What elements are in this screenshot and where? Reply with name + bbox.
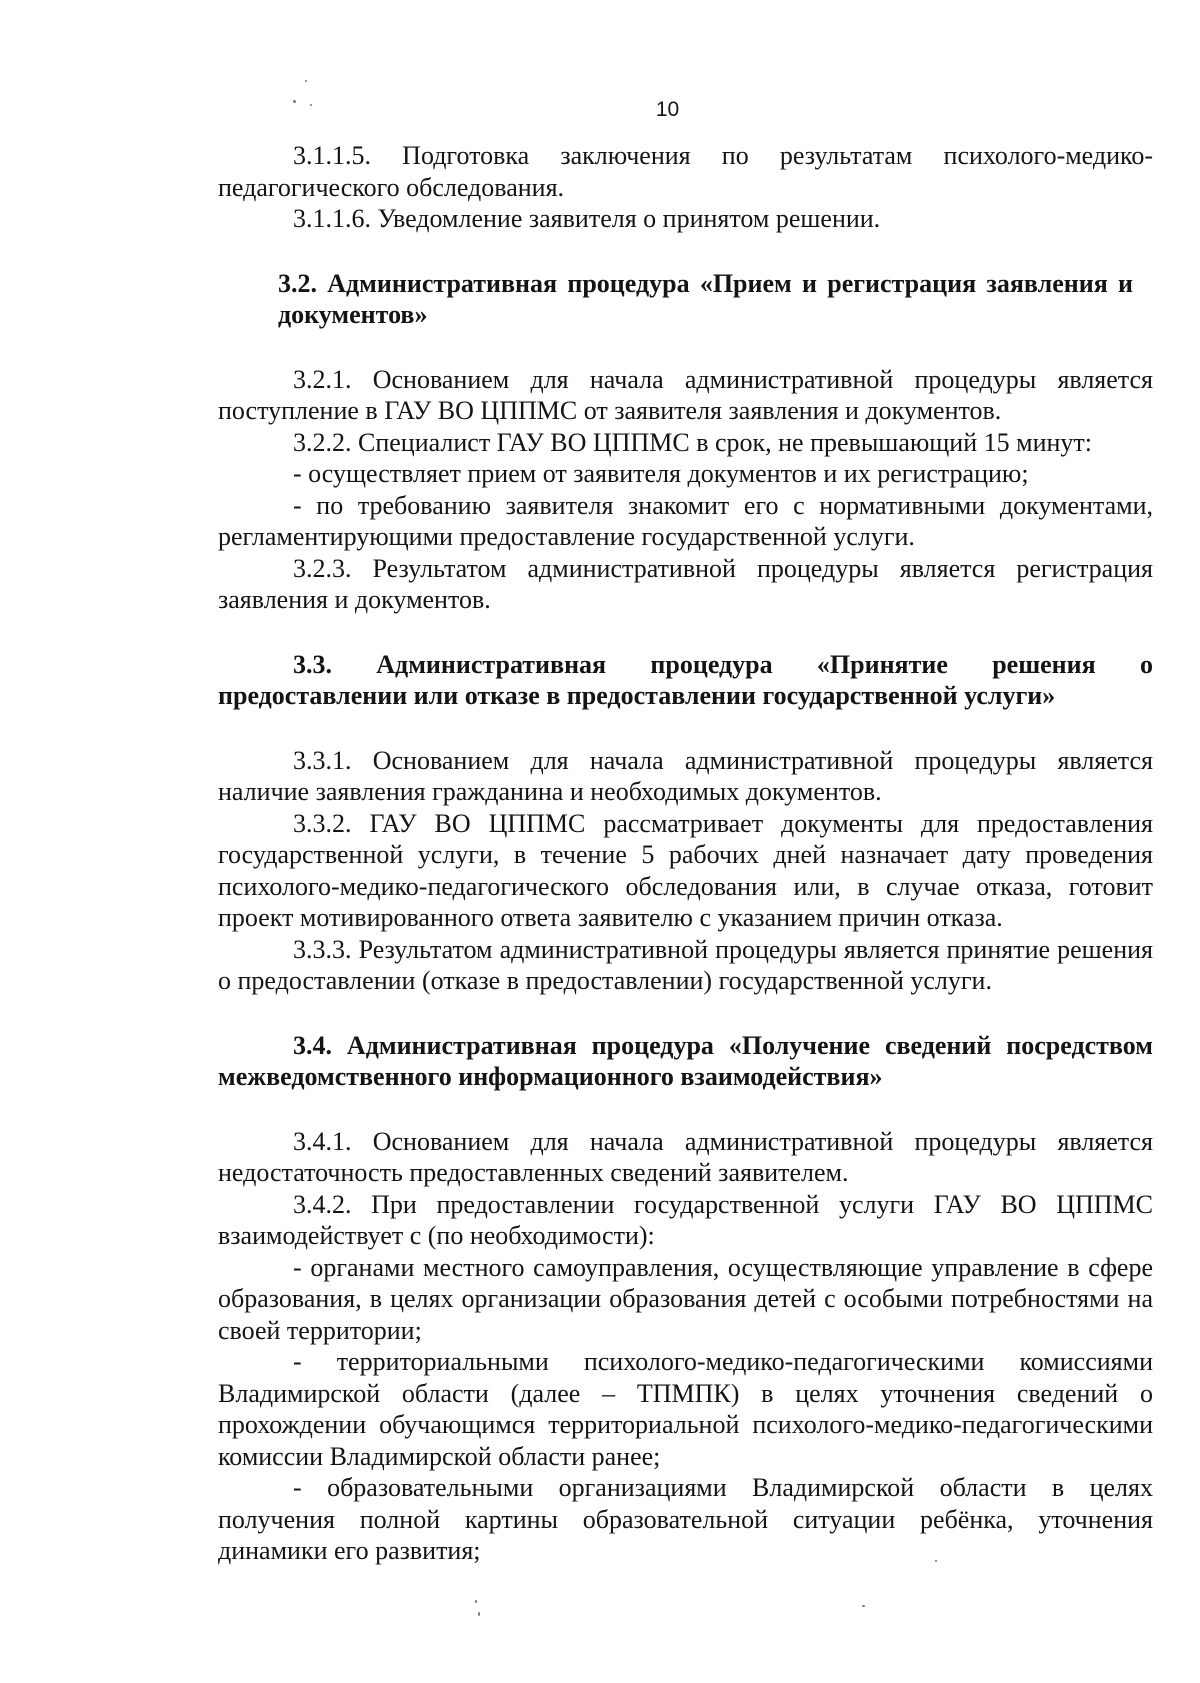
paragraph-3-4-2-item-2: - территориальными психолого-медико-педагогическими комиссиями Владимирской области (далее – ТПМПК) в целях уточнения сведений о прохождении обучающимся территориальной психолого-медико-педагогическими комиссии Владимирской области ранее; bbox=[218, 1347, 1153, 1471]
section-heading-3-2: 3.2. Административная процедура «Прием и регистрация заявления и документов» bbox=[278, 268, 1133, 329]
scan-speck bbox=[310, 104, 312, 106]
paragraph-3-2-1: 3.2.1. Основанием для начала административной процедуры является поступление в ГАУ ВО ЦППМС от заявителя заявления и документов. bbox=[218, 364, 1153, 425]
scan-speck bbox=[935, 1560, 937, 1562]
scan-speck bbox=[862, 1605, 865, 1607]
paragraph-3-2-2-item-2: - по требованию заявителя знакомит его с нормативными документами, регламентирующими предоставление государственной услуги. bbox=[218, 490, 1153, 551]
paragraph-3-1-1-6: 3.1.1.6. Уведомление заявителя о принятом решении. bbox=[293, 204, 881, 233]
paragraph-3-4-2-item-1: - органами местного самоуправления, осуществляющие управление в сфере образования, в целях организации образования детей с особыми потребностями на своей территории; bbox=[218, 1252, 1153, 1345]
scan-speck bbox=[478, 1612, 480, 1616]
section-heading-3-3: 3.3. Административная процедура «Принятие решения о предоставлении или отказе в предоставлении государственной услуги» bbox=[218, 649, 1153, 710]
paragraph-3-4-1: 3.4.1. Основанием для начала административной процедуры является недостаточность предоставленных сведений заявителем. bbox=[218, 1126, 1153, 1187]
paragraph-3-3-1: 3.3.1. Основанием для начала административной процедуры является наличие заявления гражданина и необходимых документов. bbox=[218, 745, 1153, 806]
paragraph-3-2-2: 3.2.2. Специалист ГАУ ВО ЦППМС в срок, не превышающий 15 минут: bbox=[293, 427, 1092, 457]
paragraph-3-4-2-item-3: - образовательными организациями Владимирской области в целях получения полной картины образовательной ситуации ребёнка, уточнения динамики его развития; bbox=[218, 1473, 1153, 1565]
document-body bbox=[218, 140, 1153, 1567]
scan-speck bbox=[475, 1600, 477, 1603]
scan-speck bbox=[305, 80, 307, 82]
section-heading-3-4: 3.4. Административная процедура «Получение сведений посредством межведомственного информационного взаимодействия» bbox=[218, 1030, 1153, 1091]
paragraph-3-2-2-item-1: - осуществляет прием от заявителя документов и их регистрацию; bbox=[293, 459, 1029, 488]
paragraph-3-2-3: 3.2.3. Результатом административной процедуры является регистрация заявления и документов. bbox=[218, 553, 1153, 614]
paragraph-3-4-2: 3.4.2. При предоставлении государственной услуги ГАУ ВО ЦППМС взаимодействует с (по необходимости): bbox=[218, 1189, 1153, 1250]
paragraph-3-3-3: 3.3.3. Результатом административной процедуры является принятие решения о предоставлении (отказе в предоставлении) государственной услуги. bbox=[218, 934, 1153, 995]
paragraph-3-1-1-5: 3.1.1.5. Подготовка заключения по результатам психолого-медико-педагогического обследования. bbox=[218, 141, 1153, 202]
paragraph-3-3-2: 3.3.2. ГАУ ВО ЦППМС рассматривает документы для предоставления государственной услуги, в течение 5 рабочих дней назначает дату проведения психолого-медико-педагогического обследования или, в случае отказа, готовит проект мотивированного ответа заявителю с указанием причин отказа. bbox=[218, 808, 1153, 932]
scan-speck bbox=[293, 100, 296, 103]
page-number: 10 bbox=[655, 98, 680, 121]
